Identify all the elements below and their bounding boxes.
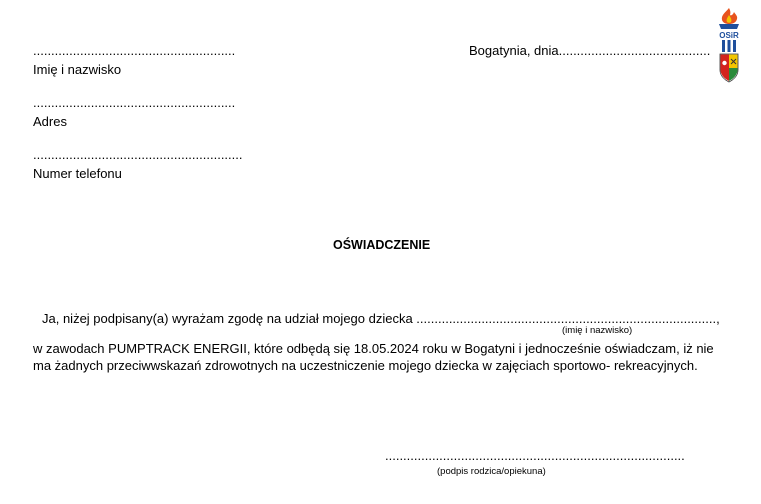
place-date: Bogatynia, dnia.......................................... bbox=[469, 43, 711, 58]
osir-logo-icon bbox=[712, 6, 746, 84]
svg-text:OSiR: OSiR bbox=[719, 31, 739, 40]
name-dots: ........................................................ bbox=[33, 43, 236, 58]
phone-dots: .......................................................... bbox=[33, 147, 243, 162]
address-dots: ........................................................ bbox=[33, 95, 236, 110]
phone-label: Numer telefonu bbox=[33, 166, 122, 181]
address-label: Adres bbox=[33, 114, 67, 129]
document-title: OŚWIADCZENIE bbox=[333, 238, 431, 252]
consent-line-3: ma żadnych przeciwwskazań zdrowotnych na uczestniczenie mojego dziecka w zajęciach sportowo- rekreacyjnych. bbox=[33, 358, 698, 373]
signature-caption: (podpis rodzica/opiekuna) bbox=[437, 466, 546, 477]
child-name-caption: (imię i nazwisko) bbox=[562, 325, 633, 336]
consent-line-2: w zawodach PUMPTRACK ENERGII, które odbędą się 18.05.2024 roku w Bogatyni i jednocześnie oświadczam, iż nie bbox=[33, 341, 714, 356]
osir-logo bbox=[712, 6, 746, 84]
signature-dots: ................................................................................... bbox=[385, 448, 685, 463]
name-label: Imię i nazwisko bbox=[33, 62, 122, 77]
consent-line-1: Ja, niżej podpisany(a) wyrażam zgodę na udział mojego dziecka ..................................................................................., bbox=[42, 311, 720, 326]
